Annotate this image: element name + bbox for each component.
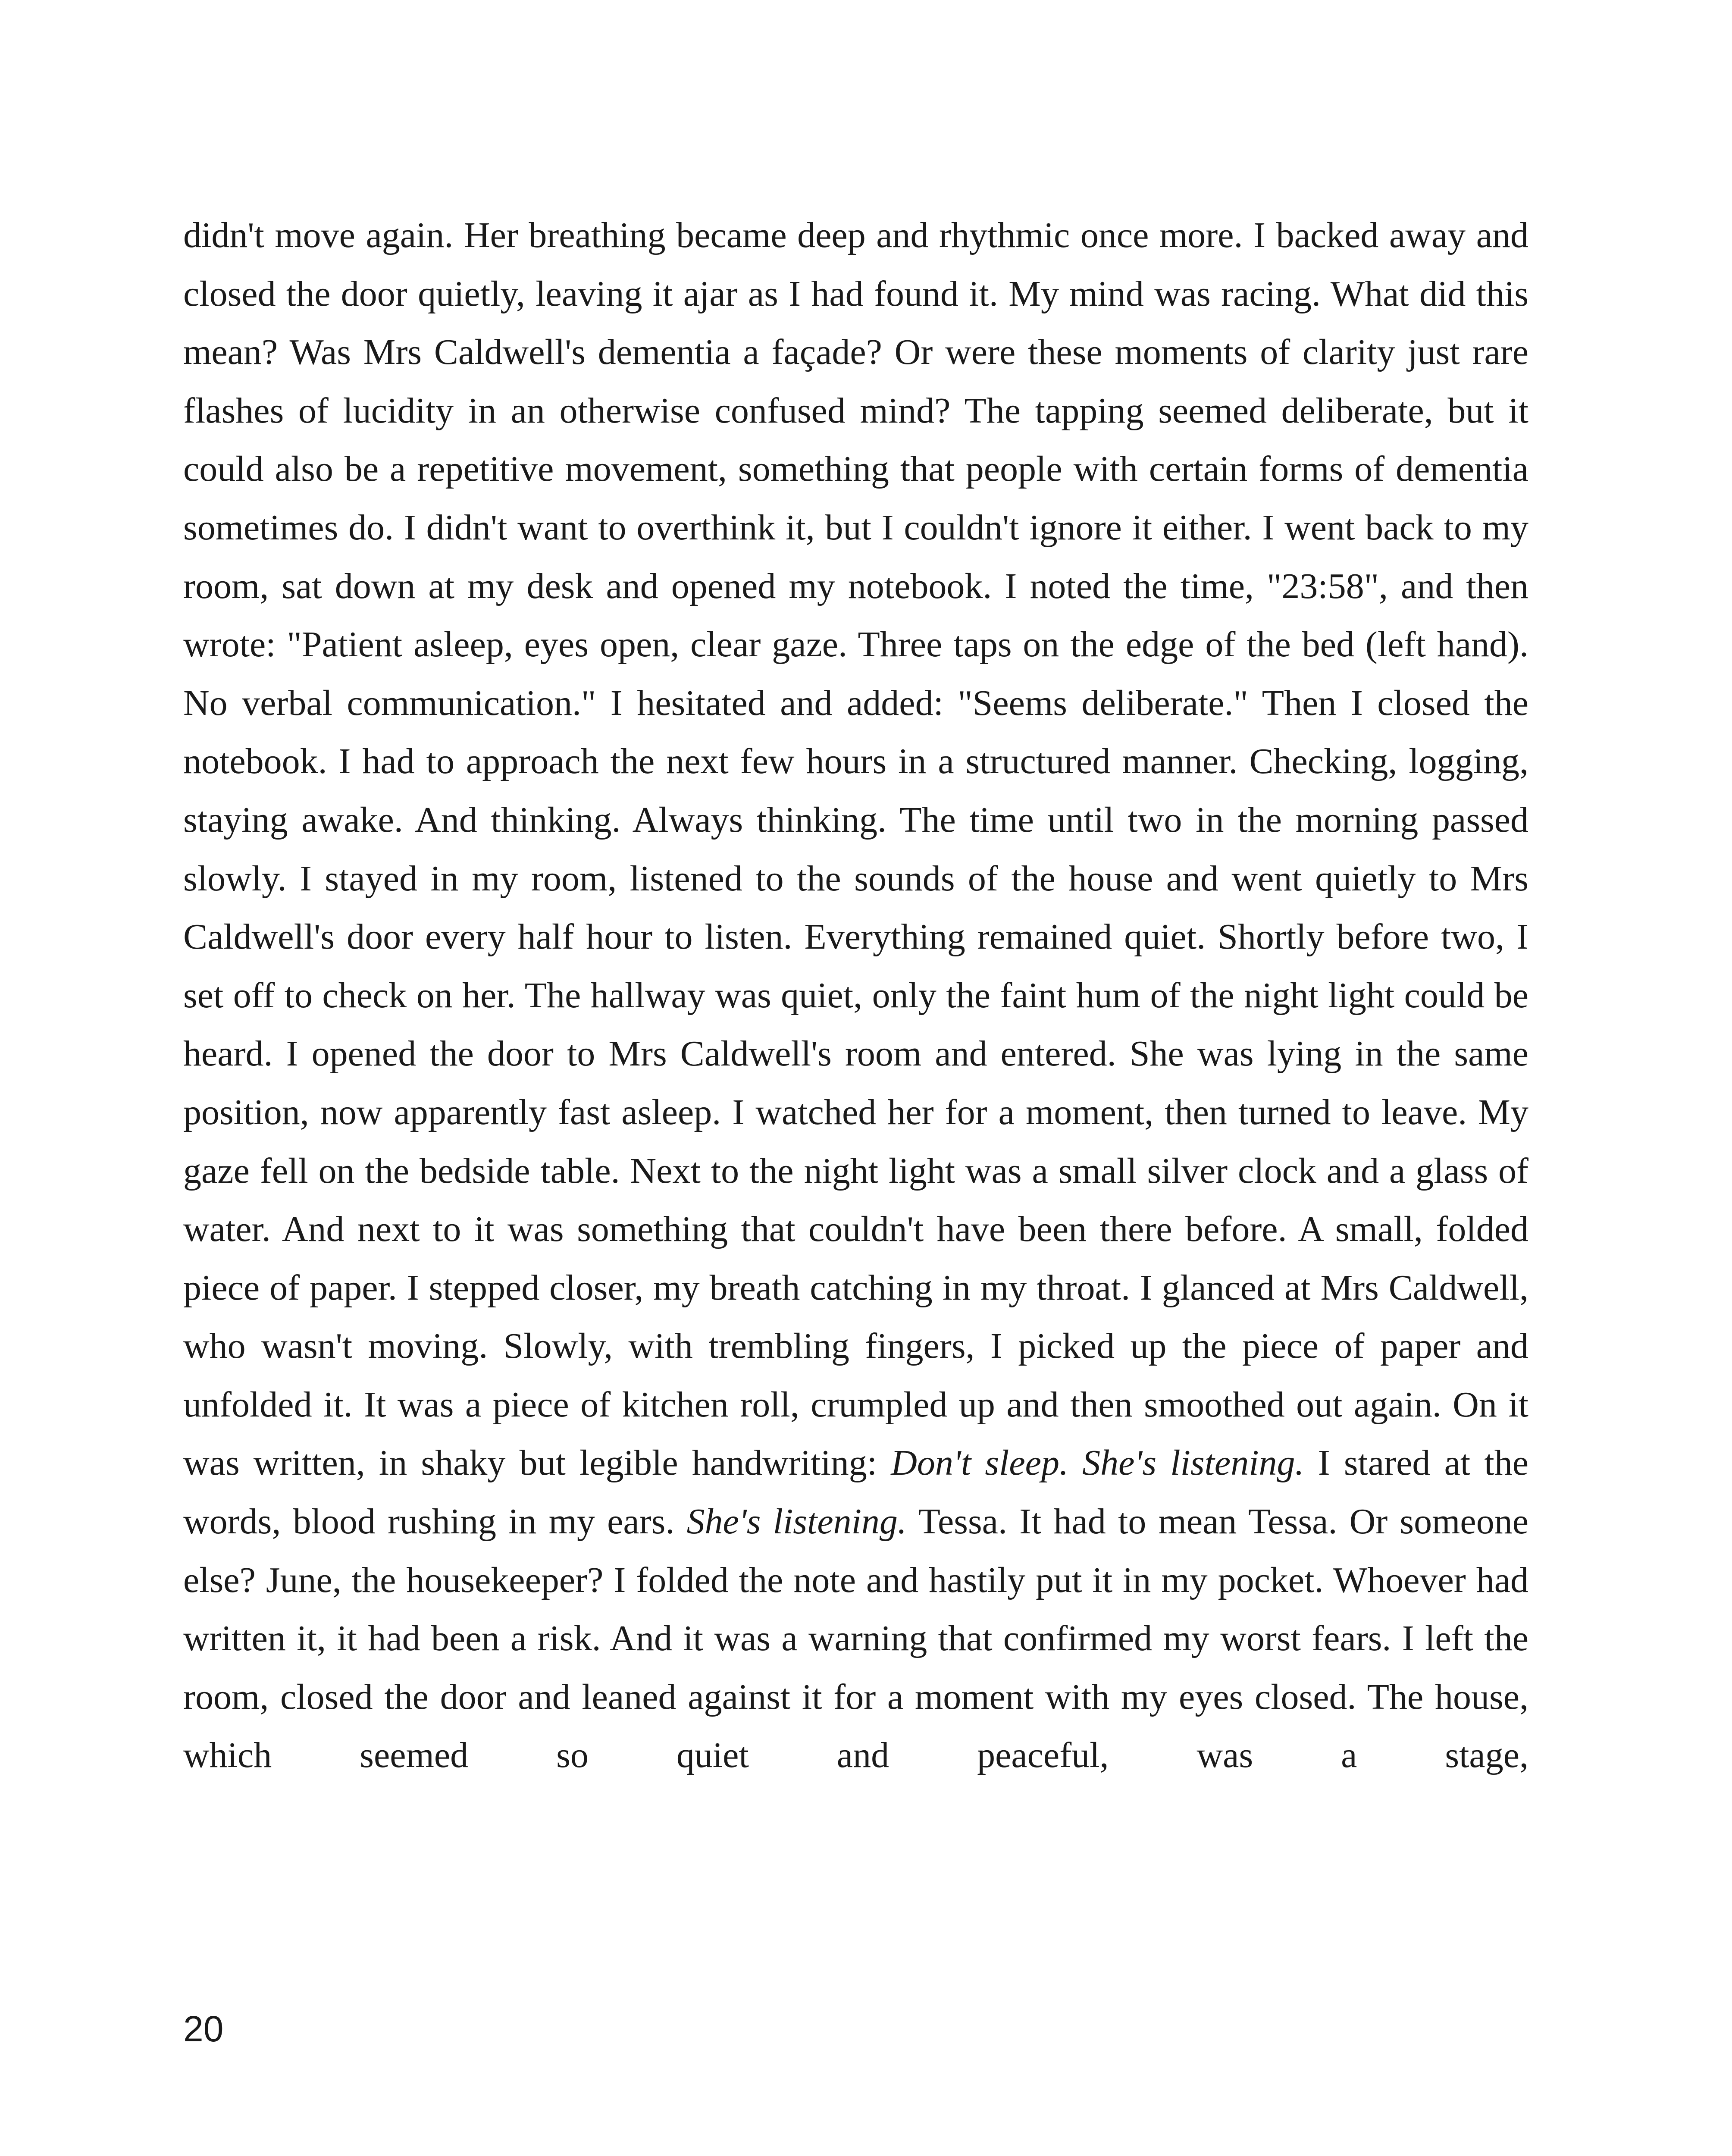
- italic-note-text: Don't sleep. She's listening.: [891, 1443, 1304, 1483]
- text-run: didn't move again. Her breathing became deep and rhythmic once more. I backed away and closed the door quietly, leaving it ajar as I had found it. My mind was racing. What did this mean? Was Mrs Caldwell's dementia a façade? Or were these moments of clarity just rare flashes of lucidity in an otherwise confused mind? The tapping seemed deliberate, but it could also be a repetitive movement, something that people with certain forms of dementia sometimes do. I didn't want to overthink it, but I couldn't ignore it either. I went back to my room, sat down at my desk and opened my notebook. I noted the time, "23:58", and then wrote: "Patient asleep, eyes open, clear gaze. Three taps on the edge of the bed (left hand). No verbal communication." I hesitated and added: "Seems deliberate." Then I closed the notebook. I had to approach the next few hours in a structured manner. Checking, logging, staying awake. And thinking. Always thinking. The time until two in the morning passed slowly. I stayed in my room, listened to the sounds of the house and went quietly to Mrs Caldwell's door every half hour to listen. Everything remained quiet. Shortly before two, I set off to check on her. The hallway was quiet, only the faint hum of the night light could be heard. I opened the door to Mrs Caldwell's room and entered. She was lying in the same position, now apparently fast asleep. I watched her for a moment, then turned to leave. My gaze fell on the bedside table. Next to the night light was a small silver clock and a glass of water. And next to it was something that couldn't have been there before. A small, folded piece of paper. I stepped closer, my breath catching in my throat. I glanced at Mrs Caldwell, who wasn't moving. Slowly, with trembling fingers, I picked up the piece of paper and unfolded it. It was a piece of kitchen roll, crumpled up and then smoothed out again. On it was written, in shaky but legible handwriting:: [183, 215, 1528, 1483]
- page-number: 20: [183, 2009, 224, 2049]
- italic-echo-text: She's listening.: [686, 1501, 907, 1542]
- text-run: I stared at the words, blood rushing in my ears.: [183, 1443, 1529, 1542]
- body-paragraph: [183, 206, 1528, 1785]
- text-run: Tessa. It had to mean Tessa. Or someone else? June, the housekeeper? I folded the note and hastily put it in my pocket. Whoever had written it, it had been a risk. And it was a warning that confirmed my worst fears. I left the room, closed the door and leaned against it for a moment with my eyes closed. The house, which seemed so quiet and peaceful, was a stage,: [183, 1501, 1528, 1776]
